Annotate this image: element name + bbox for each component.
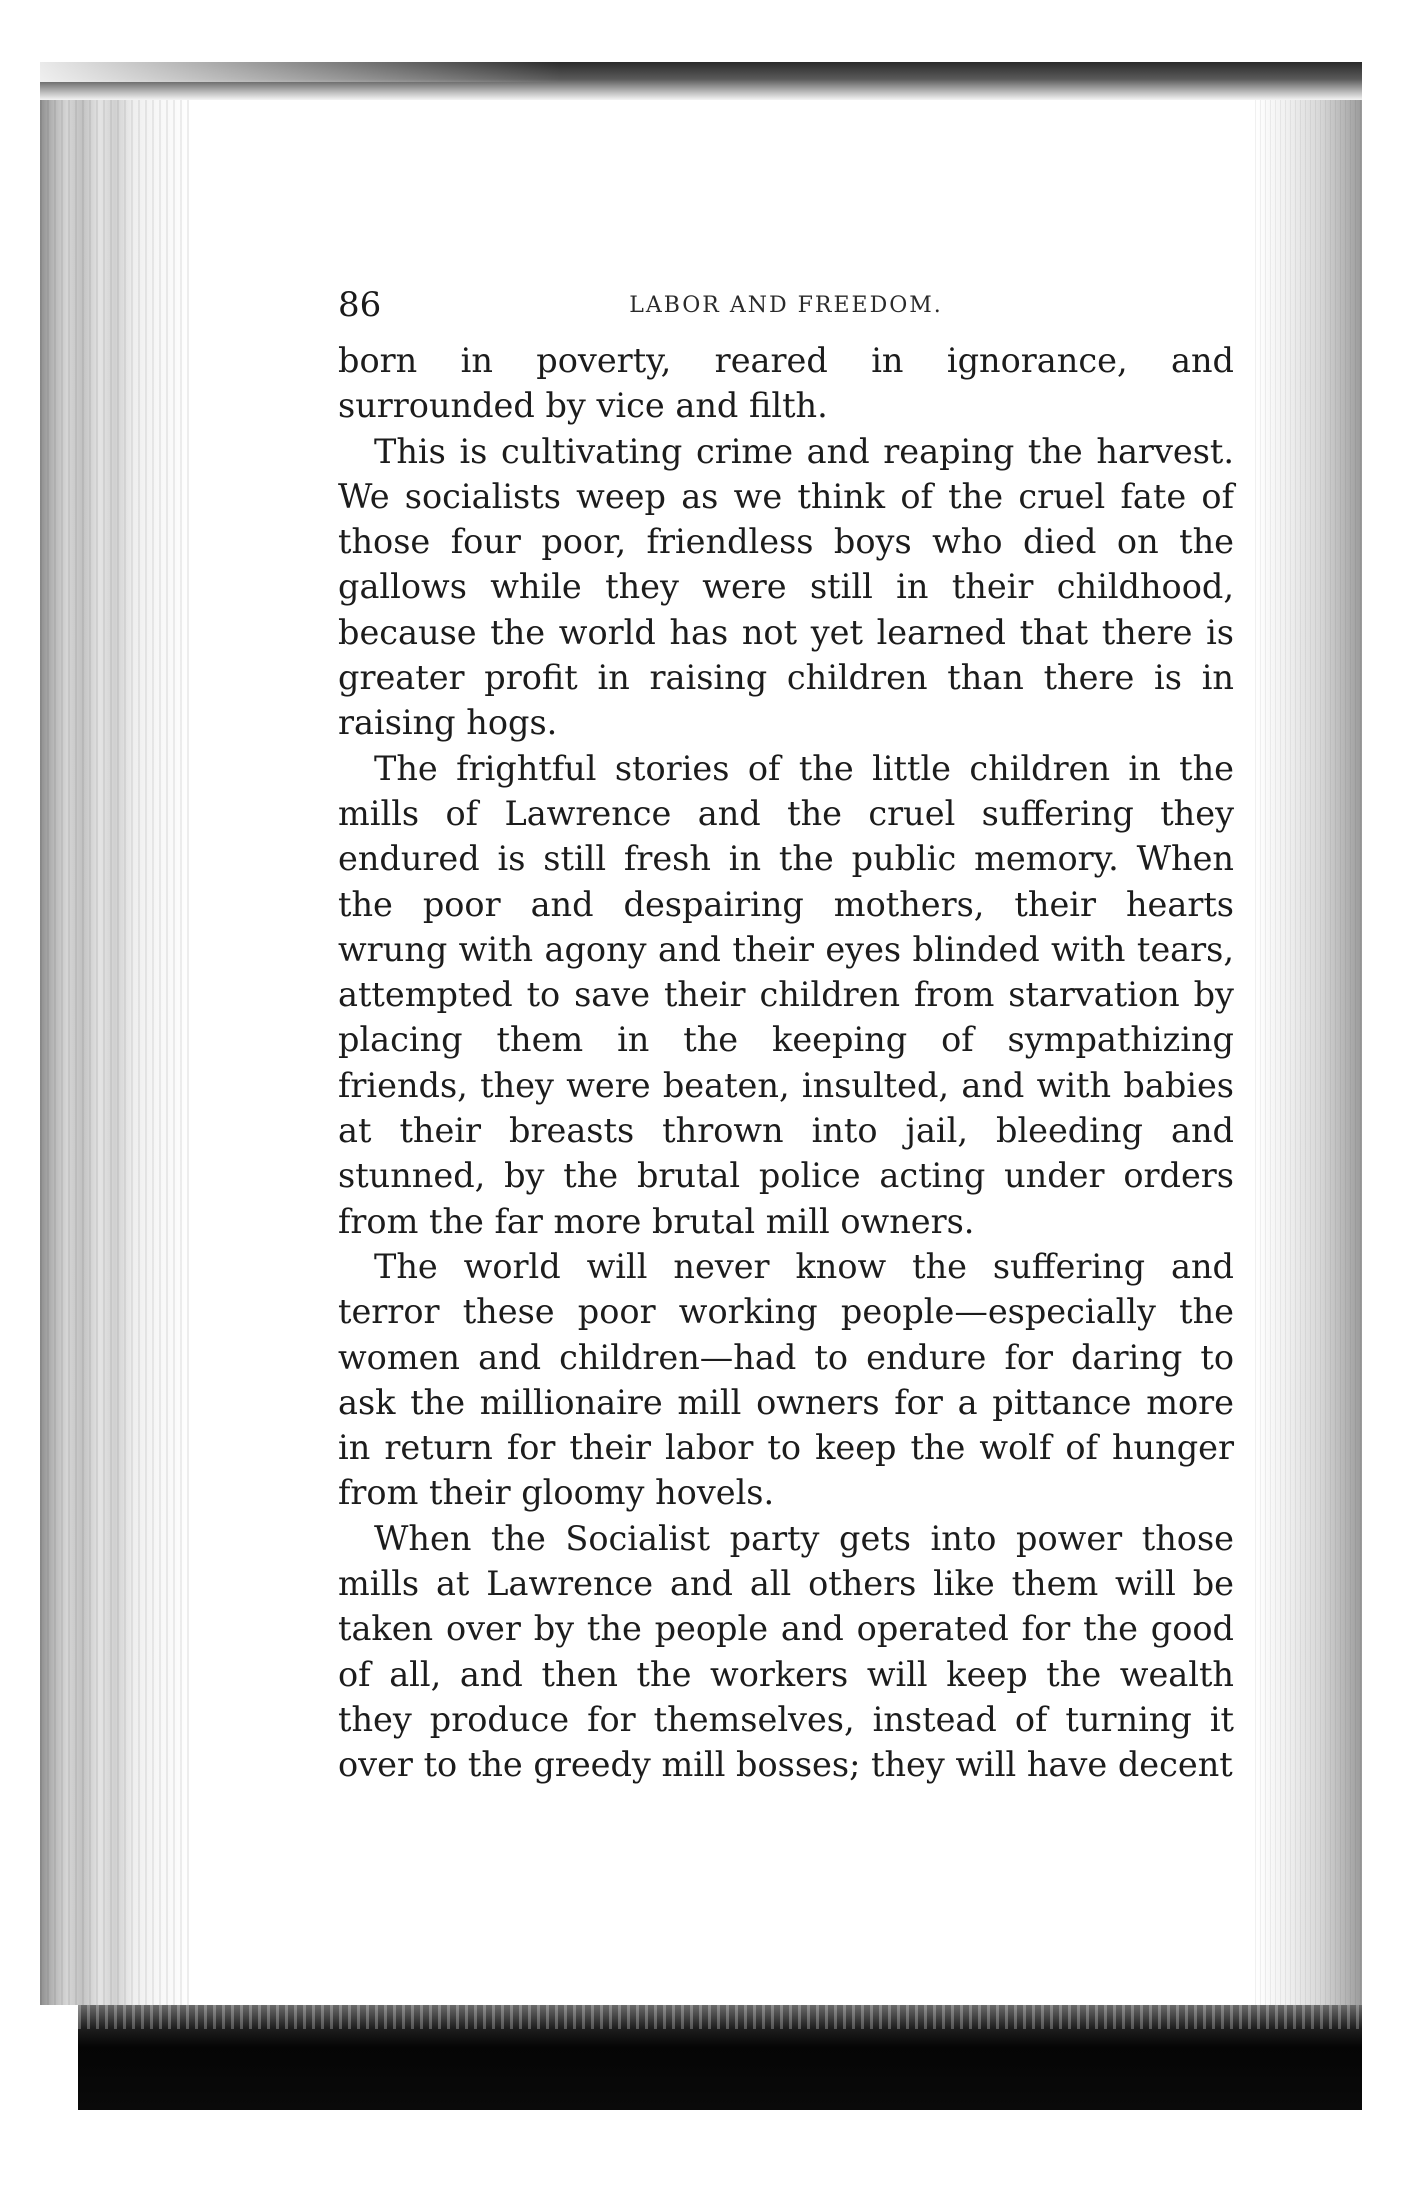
paragraph-lawrence-mills: The frightful stories of the little children in the mills of Lawrence and the cruel suffering they endured is still fresh in the public memory. When the poor and despairing mothers, their hearts wrung with agony and their eyes blinded with tears, attempted to save their children from starvation by placing them in the keeping of sympathizing friends, they were beaten, insulted, and with babies at their breasts thrown into jail, bleeding and stunned, by the brutal police acting under orders from the far more brutal mill owners. xyxy=(338,748,1234,1241)
paragraph-continued: born in poverty, reared in ignorance, and surrounded by vice and filth. xyxy=(338,341,1234,426)
paragraph-cultivating-crime: This is cultivating crime and reaping the harvest. We socialists weep as we think of the cruel fate of those four poor, friendless boys who died on the gallows while they were still in their childhood, because the world has not yet learned that there is greater profit in raising children than there is in raising hogs. xyxy=(338,431,1234,743)
running-head xyxy=(338,280,1234,330)
binding-gutter-shadow xyxy=(40,100,190,2005)
running-title: LABOR AND FREEDOM. xyxy=(629,293,943,318)
page-number: 86 xyxy=(338,285,382,325)
paragraph-socialist-party: When the Socialist party gets into power those mills at Lawrence and all others like them will be taken over by the people and operated for the good of all, and then the workers will keep the wealth they produce for themselves, instead of turning it over to the greedy mill bosses; they will have decent xyxy=(338,1518,1234,1785)
book-page xyxy=(338,280,1234,1788)
scan-top-edge xyxy=(40,62,1362,100)
page-edge-shadow xyxy=(1255,100,1362,2005)
body-text xyxy=(338,338,1234,1788)
paragraph-suffering-terror: The world will never know the suffering and terror these poor working people—especially the women and children—had to endure for daring to ask the millionaire mill owners for a pittance more in return for their labor to keep the wolf of hunger from their gloomy hovels. xyxy=(338,1246,1234,1513)
scan-bottom-band xyxy=(78,2005,1362,2110)
